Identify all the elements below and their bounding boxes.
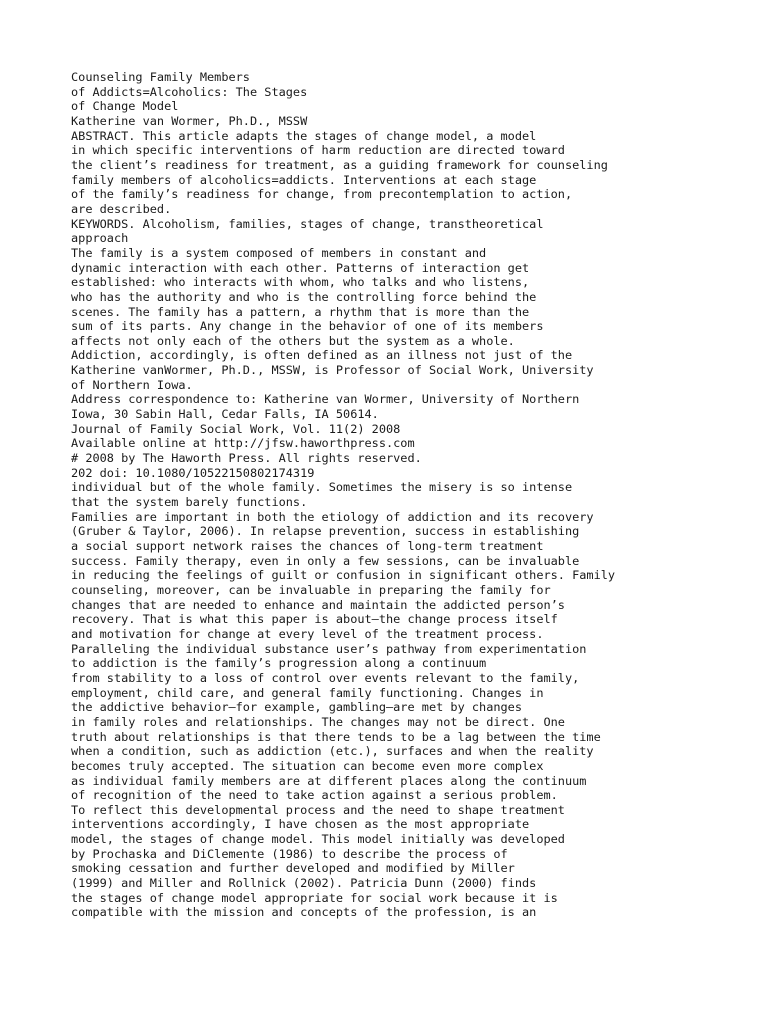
text-line: in reducing the feelings of guilt or confusion in significant others. Family bbox=[71, 568, 616, 583]
text-line: to addiction is the family’s progression along a continuum bbox=[71, 656, 487, 671]
text-line: in family roles and relationships. The changes may not be direct. One bbox=[71, 714, 565, 729]
text-line: that the system barely functions. bbox=[71, 495, 308, 510]
text-line: Available online at http://jfsw.haworthpress.com bbox=[71, 436, 415, 451]
text-line: Katherine vanWormer, Ph.D., MSSW, is Professor of Social Work, University bbox=[71, 363, 594, 378]
text-line: employment, child care, and general family functioning. Changes in bbox=[71, 685, 544, 700]
text-line: To reflect this developmental process and the need to shape treatment bbox=[71, 802, 565, 817]
text-line: Paralleling the individual substance user’s pathway from experimentation bbox=[71, 641, 587, 656]
document-text bbox=[71, 70, 751, 920]
text-line: recovery. That is what this paper is about—the change process itself bbox=[71, 612, 558, 627]
text-line: are described. bbox=[71, 201, 172, 216]
text-line: success. Family therapy, even in only a few sessions, can be invaluable bbox=[71, 553, 580, 568]
text-line: model, the stages of change model. This model initially was developed bbox=[71, 832, 565, 847]
text-line: becomes truly accepted. The situation can become even more complex bbox=[71, 758, 544, 773]
text-line: from stability to a loss of control over events relevant to the family, bbox=[71, 670, 580, 685]
text-line: Journal of Family Social Work, Vol. 11(2) 2008 bbox=[71, 421, 401, 436]
text-line: truth about relationships is that there tends to be a lag between the time bbox=[71, 729, 601, 744]
text-line: family members of alcoholics=addicts. Interventions at each stage bbox=[71, 172, 537, 187]
text-line: individual but of the whole family. Sometimes the misery is so intense bbox=[71, 480, 573, 495]
text-line: of Northern Iowa. bbox=[71, 377, 193, 392]
text-line: scenes. The family has a pattern, a rhythm that is more than the bbox=[71, 304, 530, 319]
text-line: compatible with the mission and concepts of the profession, is an bbox=[71, 905, 537, 920]
text-line: who has the authority and who is the controlling force behind the bbox=[71, 289, 537, 304]
text-line: the client’s readiness for treatment, as a guiding framework for counseling bbox=[71, 157, 608, 172]
text-line: of recognition of the need to take action against a serious problem. bbox=[71, 788, 558, 803]
text-line: (Gruber & Taylor, 2006). In relapse prevention, success in establishing bbox=[71, 524, 580, 539]
text-line: the addictive behavior—for example, gambling—are met by changes bbox=[71, 700, 523, 715]
text-line: established: who interacts with whom, who talks and who listens, bbox=[71, 275, 530, 290]
text-line: the stages of change model appropriate for social work because it is bbox=[71, 890, 558, 905]
text-line: Iowa, 30 Sabin Hall, Cedar Falls, IA 50614. bbox=[71, 407, 379, 422]
text-line: counseling, moreover, can be invaluable in preparing the family for bbox=[71, 582, 551, 597]
text-line: The family is a system composed of members in constant and bbox=[71, 245, 487, 260]
text-line: smoking cessation and further developed and modified by Miller bbox=[71, 861, 515, 876]
text-line: Addiction, accordingly, is often defined as an illness not just of the bbox=[71, 348, 573, 363]
text-line: changes that are needed to enhance and maintain the addicted person’s bbox=[71, 597, 565, 612]
text-line: in which specific interventions of harm reduction are directed toward bbox=[71, 143, 565, 158]
text-line: of Addicts=Alcoholics: The Stages bbox=[71, 84, 308, 99]
text-line: approach bbox=[71, 231, 129, 246]
text-line: Families are important in both the etiology of addiction and its recovery bbox=[71, 509, 594, 524]
text-line: (1999) and Miller and Rollnick (2002). Patricia Dunn (2000) finds bbox=[71, 876, 537, 891]
text-line: affects not only each of the others but the system as a whole. bbox=[71, 333, 515, 348]
text-line: KEYWORDS. Alcoholism, families, stages of change, transtheoretical bbox=[71, 216, 544, 231]
text-line: when a condition, such as addiction (etc.), surfaces and when the reality bbox=[71, 744, 594, 759]
text-line: ABSTRACT. This article adapts the stages of change model, a model bbox=[71, 128, 537, 143]
text-line: of Change Model bbox=[71, 99, 179, 114]
text-line: dynamic interaction with each other. Patterns of interaction get bbox=[71, 260, 530, 275]
text-line: Counseling Family Members bbox=[71, 70, 250, 84]
text-line: interventions accordingly, I have chosen as the most appropriate bbox=[71, 817, 530, 832]
text-line: and motivation for change at every level of the treatment process. bbox=[71, 626, 544, 641]
text-line: # 2008 by The Haworth Press. All rights reserved. bbox=[71, 451, 422, 466]
text-line: of the family’s readiness for change, from precontemplation to action, bbox=[71, 187, 573, 202]
text-line: 202 doi: 10.1080/10522150802174319 bbox=[71, 465, 315, 480]
text-line: Katherine van Wormer, Ph.D., MSSW bbox=[71, 113, 308, 128]
text-line: Address correspondence to: Katherine van Wormer, University of Northern bbox=[71, 392, 580, 407]
text-line: by Prochaska and DiClemente (1986) to describe the process of bbox=[71, 846, 508, 861]
text-line: as individual family members are at different places along the continuum bbox=[71, 773, 587, 788]
text-line: a social support network raises the chances of long-term treatment bbox=[71, 539, 544, 553]
text-line: sum of its parts. Any change in the behavior of one of its members bbox=[71, 319, 544, 334]
